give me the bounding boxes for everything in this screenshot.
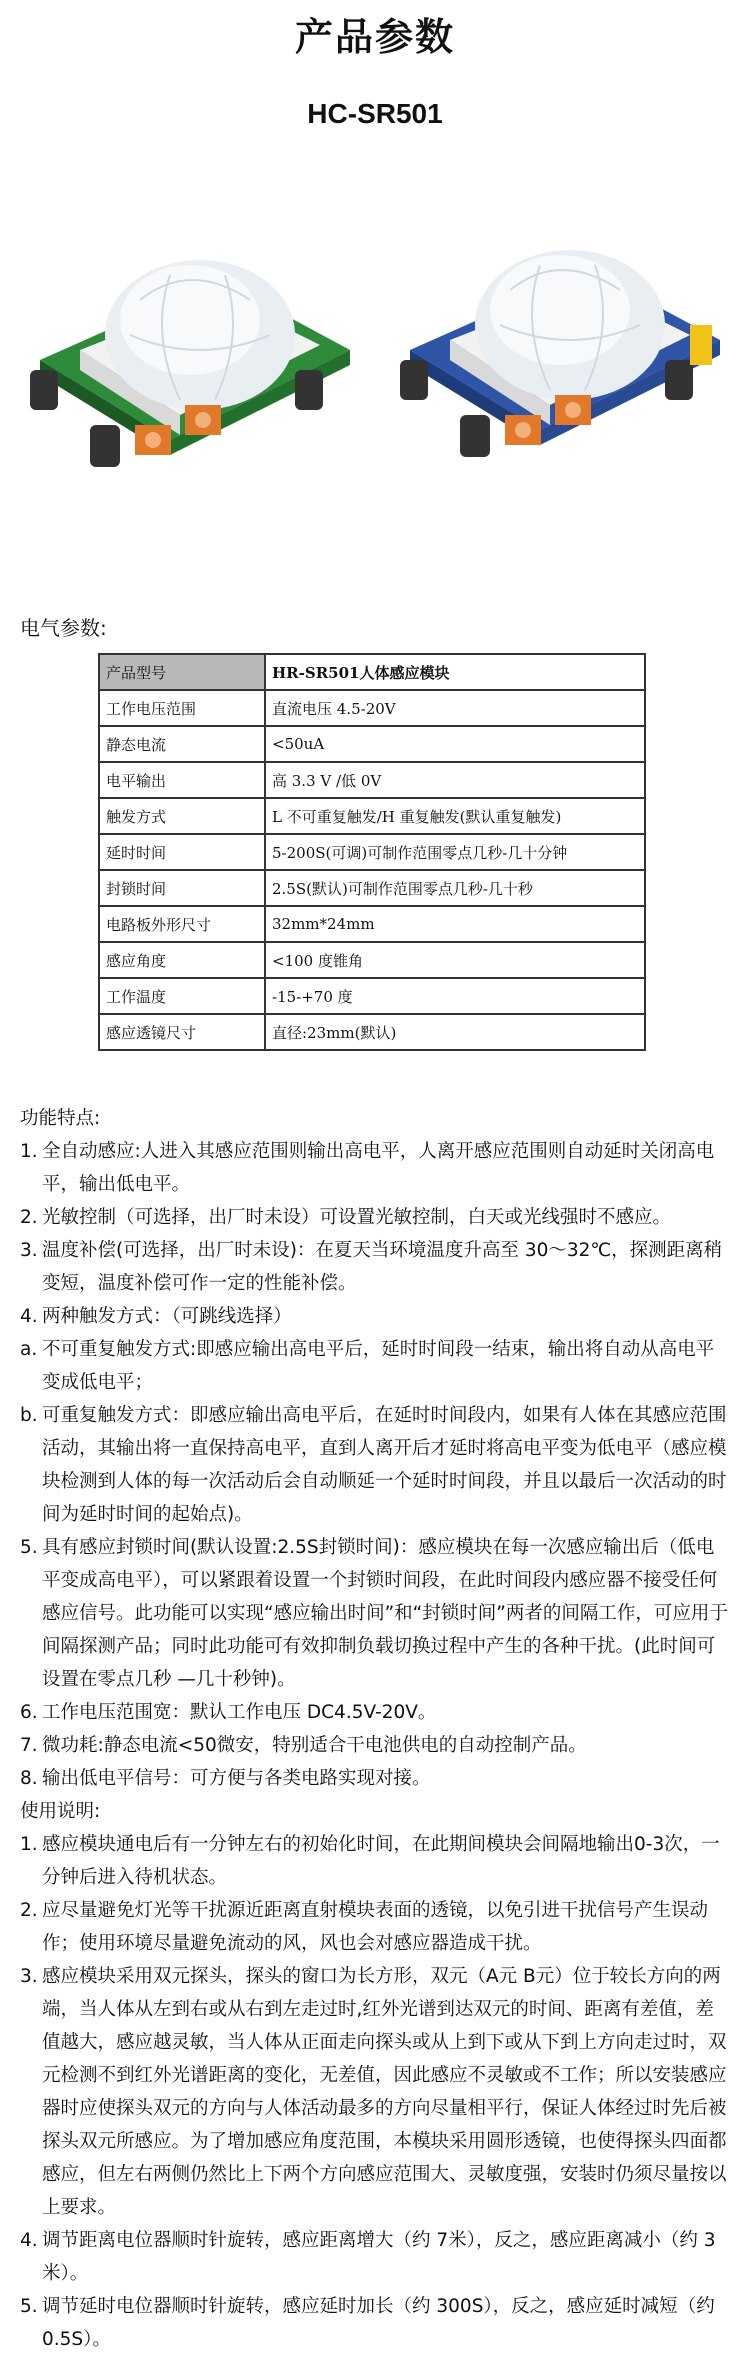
electrical-params-label: 电气参数:	[20, 616, 107, 640]
list-item-number: 1.	[20, 1141, 38, 1162]
list-item-number: 2.	[20, 1207, 38, 1228]
list-item-text: 调节延时电位器顺时针旋转，感应延时加长（约 300S），反之，感应延时减短（约 0.5S）。	[42, 2296, 715, 2350]
list-item-number: 7.	[20, 1735, 38, 1756]
list-item-text: 输出低电平信号：可方便与各类电路实现对接。	[42, 1768, 431, 1789]
spec-value: <100 度锥角	[265, 942, 645, 978]
list-item	[20, 1531, 732, 1696]
spec-value: 32mm*24mm	[265, 906, 645, 942]
list-item	[20, 1234, 732, 1300]
list-item	[20, 1828, 732, 1894]
list-item	[20, 1333, 732, 1399]
list-item	[20, 2290, 732, 2356]
list-item-text: 可重复触发方式：即感应输出高电平后，在延时时间段内，如果有人体在其感应范围活动，其输出将一直保持高电平，直到人离开后才延时将高电平变为低电平（感应模块检测到人体的每一次活动后会自动顺延一个延时时间段，并且以最后一次活动的时间为延时时间的起始点)。	[42, 1405, 727, 1525]
sensor-photo-blue	[390, 230, 730, 530]
list-item	[20, 1960, 732, 2224]
spec-row	[99, 726, 645, 762]
list-item	[20, 1762, 732, 1795]
list-item-text: 调节距离电位器顺时针旋转，感应距离增大（约 7米），反之，感应距离减小（约 3米）。	[42, 2230, 716, 2284]
list-item-number: 3.	[20, 1966, 38, 1987]
list-item-text: 工作电压范围宽：默认工作电压 DC4.5V-20V。	[42, 1702, 437, 1723]
spec-value: <50uA	[265, 726, 645, 762]
spec-value: 直径:23mm(默认)	[265, 1014, 645, 1050]
spec-value: 直流电压 4.5-20V	[265, 690, 645, 726]
spec-row	[99, 1014, 645, 1050]
list-item	[20, 1300, 732, 1333]
spec-row	[99, 762, 645, 798]
spec-value: 5-200S(可调)可制作范围零点几秒-几十分钟	[265, 834, 645, 870]
list-item-number: 1.	[20, 1834, 38, 1855]
spec-row	[99, 870, 645, 906]
list-item-number: 4.	[20, 2230, 38, 2251]
list-item-number: 6.	[20, 1702, 38, 1723]
spec-row	[99, 834, 645, 870]
list-item	[20, 1201, 732, 1234]
spec-key: 工作电压范围	[99, 690, 265, 726]
spec-value: 高 3.3 V /低 0V	[265, 762, 645, 798]
list-item	[20, 1135, 732, 1201]
list-item-number: a.	[20, 1339, 38, 1360]
spec-key: 产品型号	[99, 654, 265, 690]
list-item-text: 全自动感应:人进入其感应范围则输出高电平，人离开感应范围则自动延时关闭高电平，输出低电平。	[42, 1141, 715, 1195]
model-name: HC-SR501	[307, 98, 443, 129]
spec-row	[99, 654, 645, 690]
list-item-number: 2.	[20, 1900, 38, 1921]
list-item-number: 3.	[20, 1240, 38, 1261]
list-item-text: 感应模块通电后有一分钟左右的初始化时间，在此期间模块会间隔地输出0-3次，一分钟后进入待机状态。	[42, 1834, 720, 1888]
list-item	[20, 1399, 732, 1531]
spec-row	[99, 942, 645, 978]
spec-key: 封锁时间	[99, 870, 265, 906]
list-item-text: 光敏控制（可选择，出厂时未设）可设置光敏控制，白天或光线强时不感应。	[42, 1207, 672, 1228]
spec-key: 工作温度	[99, 978, 265, 1014]
spec-key: 静态电流	[99, 726, 265, 762]
spec-value: 2.5S(默认)可制作范围零点几秒-几十秒	[265, 870, 645, 906]
list-item-text: 微功耗:静态电流<50微安，特别适合干电池供电的自动控制产品。	[42, 1735, 587, 1756]
spec-key: 电路板外形尺寸	[99, 906, 265, 942]
spec-row	[99, 690, 645, 726]
list-item-text: 不可重复触发方式:即感应输出高电平后，延时时间段一结束，输出将自动从高电平变成低电平；	[42, 1339, 715, 1393]
features-section	[20, 1102, 732, 2356]
spec-table	[98, 653, 646, 1051]
spec-value: L 不可重复触发/H 重复触发(默认重复触发)	[265, 798, 645, 834]
sensor-photo-green	[20, 240, 360, 540]
list-item-text: 两种触发方式：（可跳线选择）	[42, 1306, 292, 1327]
list-item-number: 5.	[20, 2296, 38, 2317]
spec-row	[99, 978, 645, 1014]
spec-value: HR-SR501人体感应模块	[265, 654, 645, 690]
list-item-number: 4.	[20, 1306, 38, 1327]
list-item	[20, 1894, 732, 1960]
list-item	[20, 1696, 732, 1729]
spec-value: -15-+70 度	[265, 978, 645, 1014]
list-item-number: 5.	[20, 1537, 38, 1558]
spec-key: 感应角度	[99, 942, 265, 978]
list-item	[20, 2224, 732, 2290]
spec-key: 触发方式	[99, 798, 265, 834]
list-item	[20, 1729, 732, 1762]
spec-row	[99, 906, 645, 942]
list-item-text: 应尽量避免灯光等干扰源近距离直射模块表面的透镜，以免引进干扰信号产生误动作；使用环境尽量避免流动的风，风也会对感应器造成干扰。	[42, 1900, 709, 1954]
list-item-text: 温度补偿(可选择，出厂时未设)：在夏天当环境温度升高至 30～32℃，探测距离稍变短，温度补偿可作一定的性能补偿。	[42, 1240, 723, 1294]
spec-key: 延时时间	[99, 834, 265, 870]
list-item-text: 具有感应封锁时间(默认设置:2.5S封锁时间)：感应模块在每一次感应输出后（低电平变成高电平），可以紧跟着设置一个封锁时间段，在此时间段内感应器不接受任何感应信号。此功能可以实现“感应输出时间”和“封锁时间”两者的间隔工作，可应用于间隔探测产品；同时此功能可有效抑制负载切换过程中产生的各种干扰。(此时间可设置在零点几秒 —几十秒钟)。	[42, 1537, 728, 1690]
spec-key: 感应透镜尺寸	[99, 1014, 265, 1050]
spec-row	[99, 798, 645, 834]
list-item-number: 8.	[20, 1768, 38, 1789]
list-item-text: 感应模块采用双元探头，探头的窗口为长方形，双元（A元 B元）位于较长方向的两端，当人体从左到右或从右到左走过时,红外光谱到达双元的时间、距离有差值，差值越大，感应越灵敏，当人体从正面走向探头或从上到下或从下到上方向走过时，双元检测不到红外光谱距离的变化，无差值，因此感应不灵敏或不工作；所以安装感应器时应使探头双元的方向与人体活动最多的方向尽量相平行，保证人体经过时先后被探头双元所感应。为了增加感应角度范围，本模块采用圆形透镜，也使得探头四面都感应，但左右两侧仍然比上下两个方向感应范围大、灵敏度强，安装时仍须尽量按以上要求。	[42, 1966, 727, 2218]
page-title: 产品参数	[294, 15, 455, 59]
list-item-number: b.	[20, 1405, 38, 1426]
features-heading: 功能特点:	[20, 1108, 101, 1129]
spec-key: 电平输出	[99, 762, 265, 798]
usage-heading: 使用说明:	[20, 1801, 101, 1822]
